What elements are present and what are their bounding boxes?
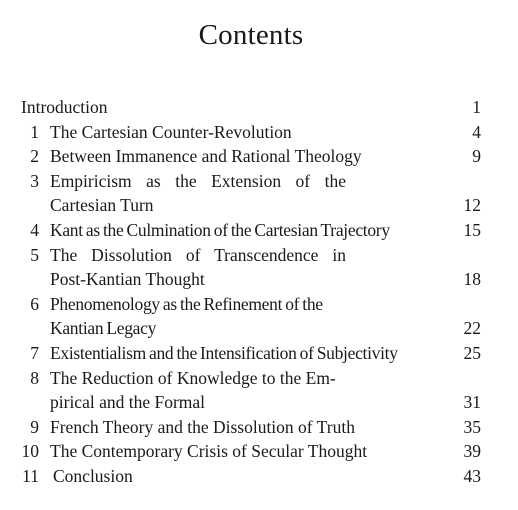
toc-entry-chapter-number: 8 (30, 367, 39, 388)
toc-entry-page-number: 35 (463, 416, 481, 437)
toc-entry-label: Conclusion (53, 465, 133, 486)
toc-entry-chapter-5[interactable] (21, 243, 481, 292)
toc-entry-label: Phenomenology as the Refinement of the Kantian Legacy (50, 293, 323, 339)
toc-entry-page-number: 22 (463, 318, 481, 339)
toc-entry-label: French Theory and the Dissolution of Truth (50, 416, 355, 437)
toc-entry-chapter-number: 1 (30, 121, 39, 142)
toc-entry-page-number: 12 (463, 195, 481, 216)
toc-entry-page-number: 15 (463, 219, 481, 240)
toc-entry-chapter-number: 3 (30, 170, 39, 191)
toc-entry-page-number: 39 (463, 441, 481, 462)
toc-entry-page-number: 9 (472, 146, 481, 167)
toc-entry-label: Kant as the Culmination of the Cartesian Trajectory (50, 219, 390, 240)
toc-entry-label: Empiricism as the Extension of the Cartesian Turn (50, 170, 346, 216)
toc-entry-label: The Contemporary Crisis of Secular Thought (50, 441, 368, 462)
toc-entry-page-number: 1 (472, 97, 481, 117)
toc-entry-page-number: 31 (463, 392, 481, 413)
toc-entry-chapter-2[interactable] (21, 144, 481, 169)
toc-entry-page-number: 4 (472, 121, 481, 142)
table-of-contents (21, 95, 481, 489)
toc-entry-chapter-number: 2 (30, 146, 39, 167)
toc-entry-chapter-9[interactable] (21, 415, 481, 440)
toc-entry-page-number: 18 (463, 269, 481, 290)
toc-entry-label: Between Immanence and Rational Theology (50, 146, 362, 167)
toc-entry-chapter-number: 7 (30, 342, 39, 363)
toc-entry-chapter-11[interactable] (21, 464, 481, 489)
toc-entry-chapter-number: 5 (30, 244, 39, 265)
toc-entry-chapter-1[interactable] (21, 120, 481, 145)
toc-entry-label: The Reduction of Knowledge to the Em- pirical and the Formal (50, 367, 336, 413)
toc-entry-chapter-number: 9 (30, 416, 39, 437)
toc-entry-chapter-number: 6 (30, 293, 39, 314)
toc-entry-chapter-number: 4 (30, 219, 39, 240)
toc-entry-chapter-10[interactable] (21, 439, 481, 464)
toc-entry-page-number: 43 (463, 465, 481, 486)
toc-entry-label: Introduction (21, 97, 108, 117)
toc-entry-label: The Cartesian Counter-Revolution (50, 121, 292, 142)
page-title: Contents (198, 19, 304, 51)
toc-entry-chapter-7[interactable] (21, 341, 481, 366)
toc-entry-page-number: 25 (463, 342, 481, 363)
toc-entry-chapter-8[interactable] (21, 366, 481, 415)
toc-entry-chapter-number: 10 (21, 441, 39, 462)
toc-entry-chapter-number: 11 (22, 465, 39, 486)
toc-entry-chapter-4[interactable] (21, 218, 481, 243)
toc-entry-chapter-6[interactable] (21, 292, 481, 341)
toc-entry-introduction[interactable] (21, 95, 481, 120)
toc-entry-chapter-3[interactable] (21, 169, 481, 218)
toc-entry-label: Existentialism and the Intensification of Subjectivity (50, 342, 398, 363)
toc-entry-label: The Dissolution of Transcendence in Post-Kantian Thought (50, 244, 346, 290)
